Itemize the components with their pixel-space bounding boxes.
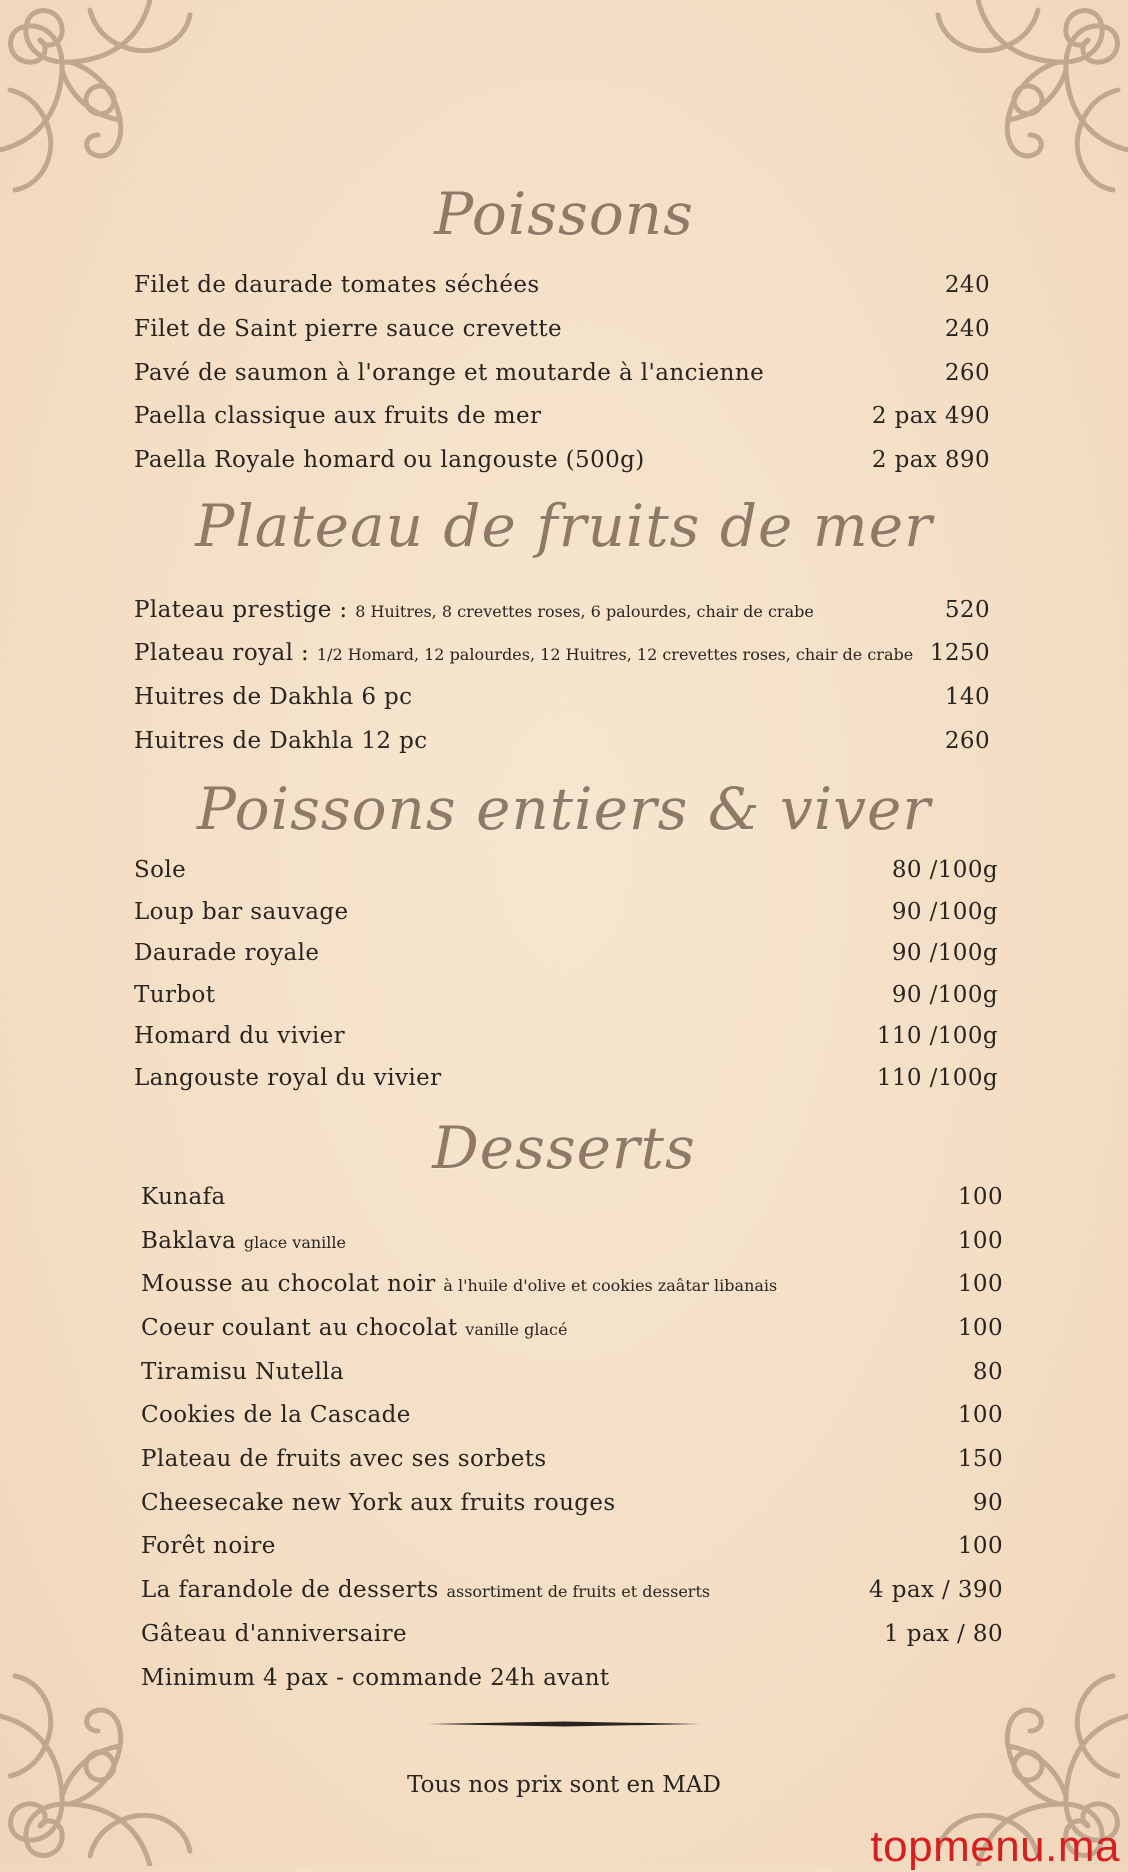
menu-item-name: Kunafa [141, 1184, 226, 1210]
menu-item [134, 440, 990, 480]
corner-ornament-top-right [918, 0, 1128, 210]
menu-item-price: 90 [972, 1490, 1003, 1516]
menu-item [134, 721, 990, 761]
menu-item-price: 80 [972, 1359, 1003, 1385]
menu-item-detail: à l'huile d'olive et cookies zaâtar libanais [443, 1276, 778, 1295]
menu-item-price: 90 /100g [891, 940, 998, 966]
menu-item-name [134, 590, 814, 632]
menu-item-price: 100 [957, 1533, 1003, 1559]
menu-item [134, 677, 990, 717]
menu-item-label: La farandole de desserts [141, 1577, 439, 1603]
menu-item-name: Huitres de Dakhla 6 pc [134, 684, 413, 710]
menu-item-price: 2 pax 890 [871, 447, 990, 473]
section-title-poissons: Poissons [434, 180, 694, 248]
section-title-desserts: Desserts [432, 1114, 696, 1182]
menu-item [134, 1016, 998, 1056]
menu-item [141, 1570, 1003, 1610]
menu-item-detail: 8 Huitres, 8 crevettes roses, 6 palourdes, chair de crabe [355, 602, 814, 621]
menu-item-name: Homard du vivier [134, 1023, 346, 1049]
footer-note: Tous nos prix sont en MAD [407, 1772, 721, 1798]
menu-item-detail: glace vanille [243, 1233, 346, 1252]
menu-note [141, 1658, 1003, 1698]
menu-item [134, 353, 990, 393]
menu-item-name: Cookies de la Cascade [141, 1402, 411, 1428]
menu-item-name: Sole [134, 857, 187, 883]
menu-item [141, 1526, 1003, 1566]
menu-item-price: 2 pax 490 [871, 403, 990, 429]
menu-item [134, 933, 998, 973]
menu-item [141, 1395, 1003, 1435]
menu-item-price: 1 pax / 80 [884, 1621, 1003, 1647]
menu-item-price: 140 [944, 684, 990, 710]
menu-item-price: 80 /100g [891, 857, 998, 883]
menu-item-name [134, 633, 913, 675]
menu-item-label: Plateau prestige : [134, 597, 348, 623]
menu-item [134, 265, 990, 305]
menu-item [134, 309, 990, 349]
menu-item [141, 1439, 1003, 1479]
menu-item-price: 100 [957, 1402, 1003, 1428]
menu-item [141, 1352, 1003, 1392]
menu-item-price: 240 [944, 272, 990, 298]
menu-item-name [141, 1221, 346, 1263]
menu-item-name: Gâteau d'anniversaire [141, 1621, 407, 1647]
menu-item [141, 1264, 1003, 1304]
menu-item-name: Cheesecake new York aux fruits rouges [141, 1490, 616, 1516]
menu-item [141, 1177, 1003, 1217]
menu-item-price: 100 [957, 1228, 1003, 1254]
menu-item-name: Filet de Saint pierre sauce crevette [134, 316, 562, 342]
menu-item-name: Filet de daurade tomates séchées [134, 272, 540, 298]
menu-item-label: Plateau royal : [134, 640, 310, 666]
menu-item-label: Mousse au chocolat noir [141, 1271, 436, 1297]
menu-item-name: Huitres de Dakhla 12 pc [134, 728, 428, 754]
menu-item [141, 1221, 1003, 1261]
corner-ornament-top-left [0, 0, 210, 210]
menu-item-price: 240 [944, 316, 990, 342]
menu-item [141, 1614, 1003, 1654]
menu-item-name: Tiramisu Nutella [141, 1359, 345, 1385]
menu-note-text: Minimum 4 pax - commande 24h avant [141, 1665, 610, 1691]
menu-item [134, 975, 998, 1015]
menu-item-price: 90 /100g [891, 899, 998, 925]
menu-item-price: 520 [944, 597, 990, 623]
menu-item [134, 1058, 998, 1098]
menu-item-price: 100 [957, 1315, 1003, 1341]
menu-item-detail: 1/2 Homard, 12 palourdes, 12 Huitres, 12 crevettes roses, chair de crabe [316, 645, 914, 664]
menu-item-name [141, 1264, 777, 1306]
menu-item-name: Paella Royale homard ou langouste (500g) [134, 447, 645, 473]
menu-item [134, 850, 998, 890]
menu-item-name [141, 1308, 567, 1350]
menu-item-price: 1250 [929, 640, 990, 666]
menu-item-price: 4 pax / 390 [868, 1577, 1003, 1603]
watermark: topmenu.ma [870, 1822, 1120, 1871]
menu-item-price: 110 /100g [876, 1023, 998, 1049]
menu-item-label: Baklava [141, 1228, 237, 1254]
menu-item [134, 633, 990, 673]
menu-item-detail: vanille glacé [465, 1320, 568, 1339]
menu-item-name [141, 1570, 710, 1612]
menu-item-label: Coeur coulant au chocolat [141, 1315, 458, 1341]
menu-item-detail: assortiment de fruits et desserts [446, 1582, 711, 1601]
menu-item-name: Paella classique aux fruits de mer [134, 403, 542, 429]
menu-item [134, 396, 990, 436]
menu-item-price: 90 /100g [891, 982, 998, 1008]
menu-item [134, 892, 998, 932]
menu-item [141, 1483, 1003, 1523]
menu-item-price: 260 [944, 360, 990, 386]
menu-item-price: 100 [957, 1184, 1003, 1210]
menu-item-price: 150 [957, 1446, 1003, 1472]
divider-line [428, 1721, 700, 1727]
section-title-plateau: Plateau de fruits de mer [195, 492, 933, 560]
section-title-poissons-entiers: Poissons entiers & viver [196, 775, 932, 843]
menu-item-name: Plateau de fruits avec ses sorbets [141, 1446, 547, 1472]
menu-item-price: 260 [944, 728, 990, 754]
menu-item-price: 100 [957, 1271, 1003, 1297]
menu-item [141, 1308, 1003, 1348]
menu-item-name: Langouste royal du vivier [134, 1065, 442, 1091]
menu-item-price: 110 /100g [876, 1065, 998, 1091]
menu-item-name: Pavé de saumon à l'orange et moutarde à l'ancienne [134, 360, 765, 386]
menu-item-name: Turbot [134, 982, 216, 1008]
menu-item [134, 590, 990, 630]
menu-item-name: Forêt noire [141, 1533, 276, 1559]
menu-item-name: Loup bar sauvage [134, 899, 349, 925]
menu-item-name: Daurade royale [134, 940, 320, 966]
